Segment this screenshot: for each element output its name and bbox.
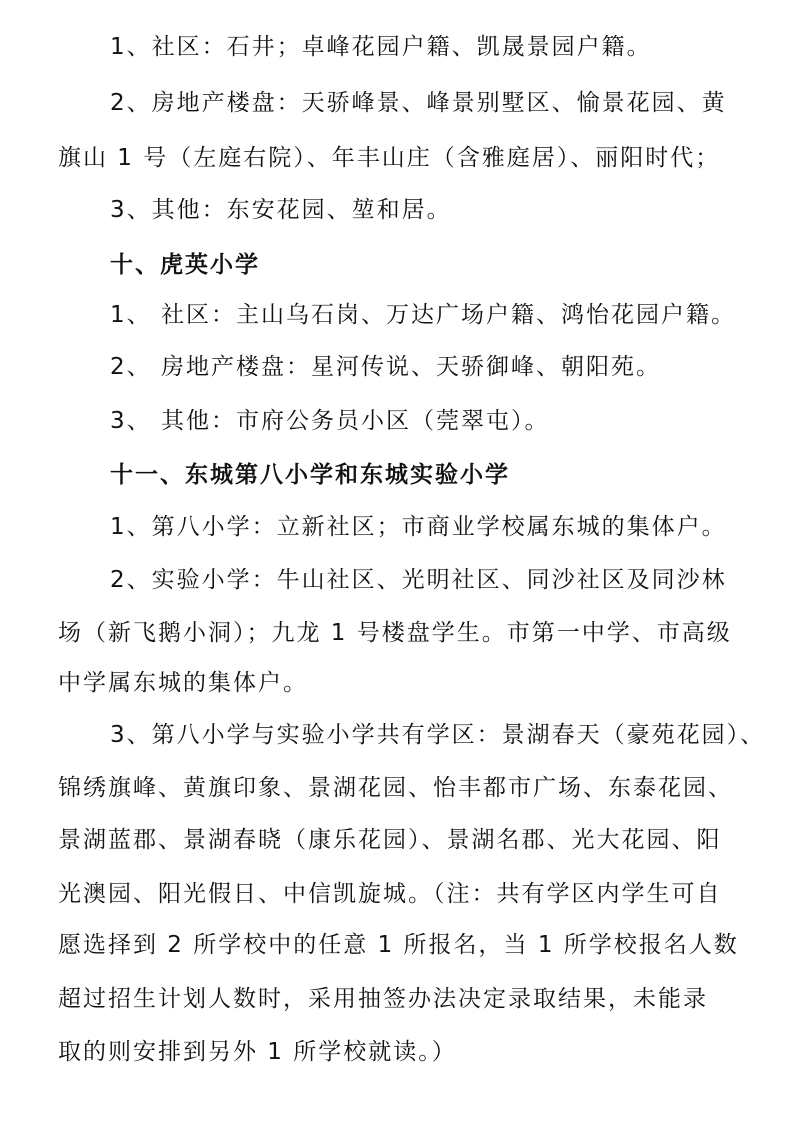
- s10-item-2: 2、 房地产楼盘：星河传说、天骄御峰、朝阳苑。: [110, 354, 661, 380]
- s11-item-2-line-3: 中学属东城的集体户。: [58, 670, 308, 696]
- s11-item-3-line-4: 光澳园、阳光假日、中信凯旋城。（注：共有学区内学生可自: [58, 881, 722, 907]
- s11-item-3-line-7: 取的则安排到另外 1 所学校就读。）: [58, 1039, 457, 1065]
- s9-item-2-line-1: 2、房地产楼盘：天骄峰景、峰景别墅区、愉景花园、黄: [110, 90, 727, 116]
- s11-item-1: 1、第八小学：立新社区；市商业学校属东城的集体户。: [110, 514, 727, 540]
- s11-item-3-line-6: 超过招生计划人数时，采用抽签办法决定录取结果，未能录: [58, 986, 708, 1012]
- s11-item-3-line-1: 3、第八小学与实验小学共有学区：景湖春天（豪苑花园）、: [110, 722, 766, 748]
- s9-item-1: 1、社区：石井；卓峰花园户籍、凯晟景园户籍。: [110, 34, 652, 60]
- s9-item-3: 3、其他：东安花园、堃和居。: [110, 197, 452, 223]
- s11-item-3-line-5: 愿选择到 2 所学校中的任意 1 所报名，当 1 所学校报名人数: [58, 932, 739, 958]
- section-10-heading: 十、虎英小学: [110, 252, 260, 278]
- s11-item-3-line-3: 景湖蓝郡、景湖春晓（康乐花园）、景湖名郡、光大花园、阳: [58, 827, 722, 853]
- s10-item-3: 3、 其他：市府公务员小区（莞翠屯）。: [110, 408, 550, 434]
- s11-item-2-line-1: 2、实验小学：牛山社区、光明社区、同沙社区及同沙林: [110, 567, 727, 593]
- s9-item-2-line-2: 旗山 1 号（左庭右院）、年丰山庄（含雅庭居）、丽阳时代；: [58, 145, 721, 171]
- section-11-heading: 十一、东城第八小学和东城实验小学: [110, 462, 510, 488]
- s11-item-3-line-2: 锦绣旗峰、黄旗印象、景湖花园、怡丰都市广场、东泰花园、: [58, 775, 733, 801]
- s10-item-1: 1、 社区：主山乌石岗、万达广场户籍、鸿怡花园户籍。: [110, 302, 736, 328]
- s11-item-2-line-2: 场（新飞鹅小洞）；九龙 1 号楼盘学生。市第一中学、市高级: [58, 620, 732, 646]
